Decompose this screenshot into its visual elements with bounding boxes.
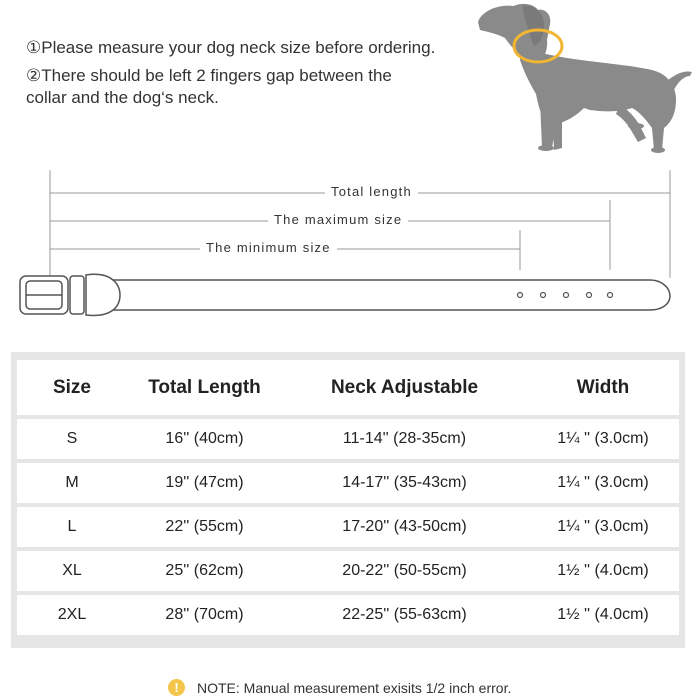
cell-neck-adjustable: 22-25'' (55-63cm): [342, 606, 467, 623]
size-table: [11, 352, 685, 648]
cell-size: L: [67, 518, 77, 535]
instruction-1: ①Please measure your dog neck size before ordering.: [26, 38, 436, 57]
collar-holes: [518, 293, 613, 298]
cell-width: 1¼ '' (3.0cm): [557, 430, 649, 447]
table-row: [17, 595, 679, 635]
cell-size: 2XL: [57, 606, 87, 623]
total-length-label: Total length: [325, 184, 418, 199]
cell-total-length: 16'' (40cm): [165, 430, 244, 447]
header-neck-adjustable: Neck Adjustable: [330, 376, 479, 398]
cell-total-length: 25'' (62cm): [165, 562, 244, 579]
cell-total-length: 19'' (47cm): [165, 474, 244, 491]
neck-measure-ring: [514, 30, 562, 62]
maximum-size-label: The maximum size: [268, 212, 408, 227]
header-total-length: Total Length: [148, 376, 261, 398]
cell-size: M: [65, 474, 79, 491]
note-text: NOTE: Manual measurement exisits 1/2 inch error.: [197, 679, 512, 696]
cell-total-length: 28'' (70cm): [165, 606, 244, 623]
table-row: [17, 507, 679, 547]
cell-width: 1¼ '' (3.0cm): [557, 518, 649, 535]
header-width: Width: [576, 376, 630, 398]
instruction-2: ②There should be left 2 fingers gap between the collar and the dog‘s neck.: [26, 66, 392, 107]
cell-width: 1¼ '' (3.0cm): [557, 474, 649, 491]
cell-neck-adjustable: 20-22'' (50-55cm): [342, 562, 467, 579]
header-size: Size: [52, 376, 92, 398]
minimum-size-label: The minimum size: [200, 240, 337, 255]
cell-neck-adjustable: 11-14'' (28-35cm): [342, 430, 467, 447]
table-row: [17, 551, 679, 591]
measurement-note: [168, 679, 511, 696]
cell-neck-adjustable: 17-20'' (43-50cm): [342, 518, 467, 535]
collar-strap: [20, 274, 670, 315]
table-row: [17, 419, 679, 459]
cell-width: 1½ '' (4.0cm): [557, 562, 649, 579]
cell-total-length: 22'' (55cm): [165, 518, 244, 535]
cell-neck-adjustable: 14-17'' (35-43cm): [342, 474, 467, 491]
warning-icon: !: [168, 679, 185, 696]
cell-size: XL: [62, 562, 82, 579]
cell-size: S: [66, 430, 78, 447]
cell-width: 1½ '' (4.0cm): [557, 606, 649, 623]
table-row: [17, 463, 679, 503]
dog-silhouette: [478, 4, 692, 153]
table-header-row: [17, 360, 679, 415]
